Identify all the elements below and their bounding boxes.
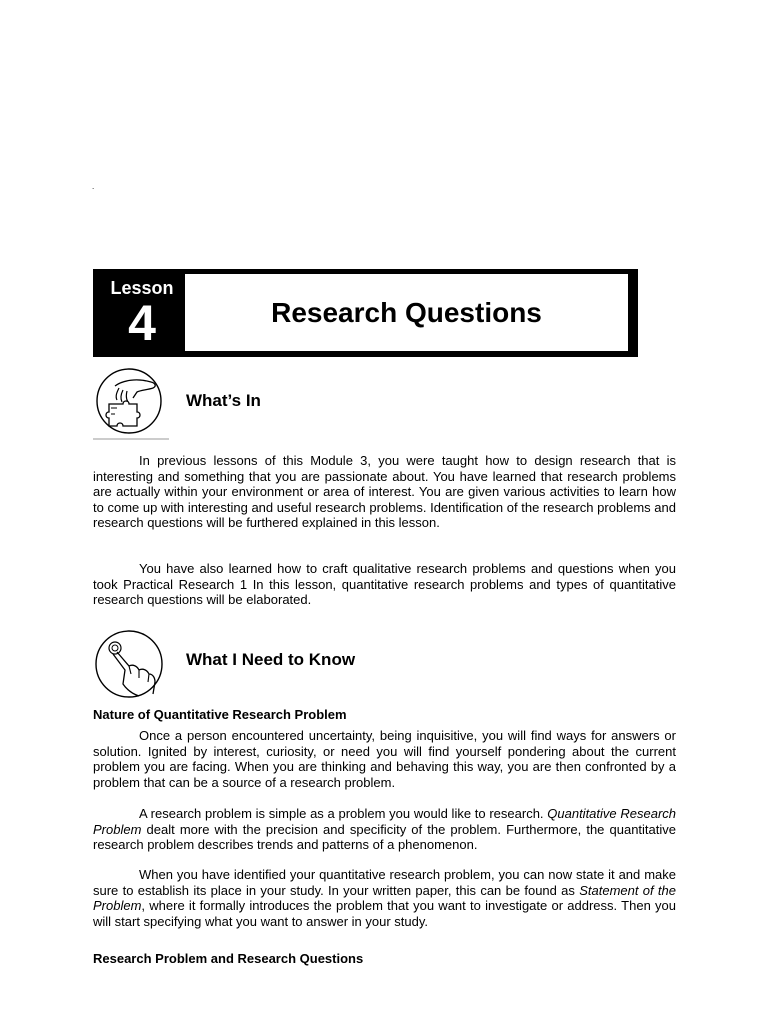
- paragraph-2-text-a: A research problem is simple as a problem you would like to research.: [139, 806, 548, 821]
- need-to-know-paragraph-3: [93, 867, 676, 929]
- paragraph-2-emphasis: Quantitative Research Problem: [93, 806, 677, 837]
- touch-finger-icon: [93, 628, 169, 700]
- section-heading-need-to-know: What I Need to Know: [186, 650, 356, 669]
- puzzle-hand-icon: [93, 366, 169, 442]
- paragraph-2-text-b: dealt more with the precision and specificity of the problem. Furthermore, the quantitative research problem describes trends and patterns of a phenomenon.: [93, 821, 676, 852]
- subheading-research-problem-questions: Research Problem and Research Questions: [93, 951, 364, 966]
- lesson-title: Research Questions: [271, 296, 542, 328]
- whats-in-paragraph-1: In previous lessons of this Module 3, you were taught how to design research that is interesting and something that you are passionate about. You have learned that research problems are actually within your environment or area of interest. You are given various activities to learn how to come up with interesting and useful research problems. Identification of the research problems and research questions will be furthered explained in this lesson.: [93, 453, 676, 530]
- lesson-label: Lesson: [110, 278, 174, 298]
- need-to-know-paragraph-2: [93, 806, 676, 853]
- lesson-number: 4: [128, 295, 156, 351]
- subheading-nature-quantitative: Nature of Quantitative Research Problem: [93, 707, 347, 722]
- section-heading-whats-in: What’s In: [186, 391, 261, 410]
- paragraph-3-emphasis: Statement of the Problem: [93, 882, 676, 913]
- need-to-know-paragraph-1: Once a person encountered uncertainty, being inquisitive, you will find ways for answers or solution. Ignited by interest, curiosity, or need you will find yourself pondering about the current problem you are facing. When you are thinking and behaving this way, you are then confronted by a problem that can be a source of a research problem.: [93, 728, 676, 790]
- stray-dot: .: [92, 182, 95, 191]
- lesson-banner: [93, 269, 638, 357]
- lesson-title-box: [185, 274, 628, 351]
- paragraph-3-text-a: When you have identified your quantitative research problem, you can now state it and make sure to establish its place in your study. In your written paper, this can be found as: [93, 867, 676, 898]
- paragraph-3-text-b: , where it formally introduces the problem that you want to investigate or address. Then you will start specifying what you want to answer in your study.: [93, 898, 676, 929]
- whats-in-paragraph-2: You have also learned how to craft qualitative research problems and questions when you took Practical Research 1 In this lesson, quantitative research problems and types of quantitative research questions will be elaborated.: [93, 561, 676, 607]
